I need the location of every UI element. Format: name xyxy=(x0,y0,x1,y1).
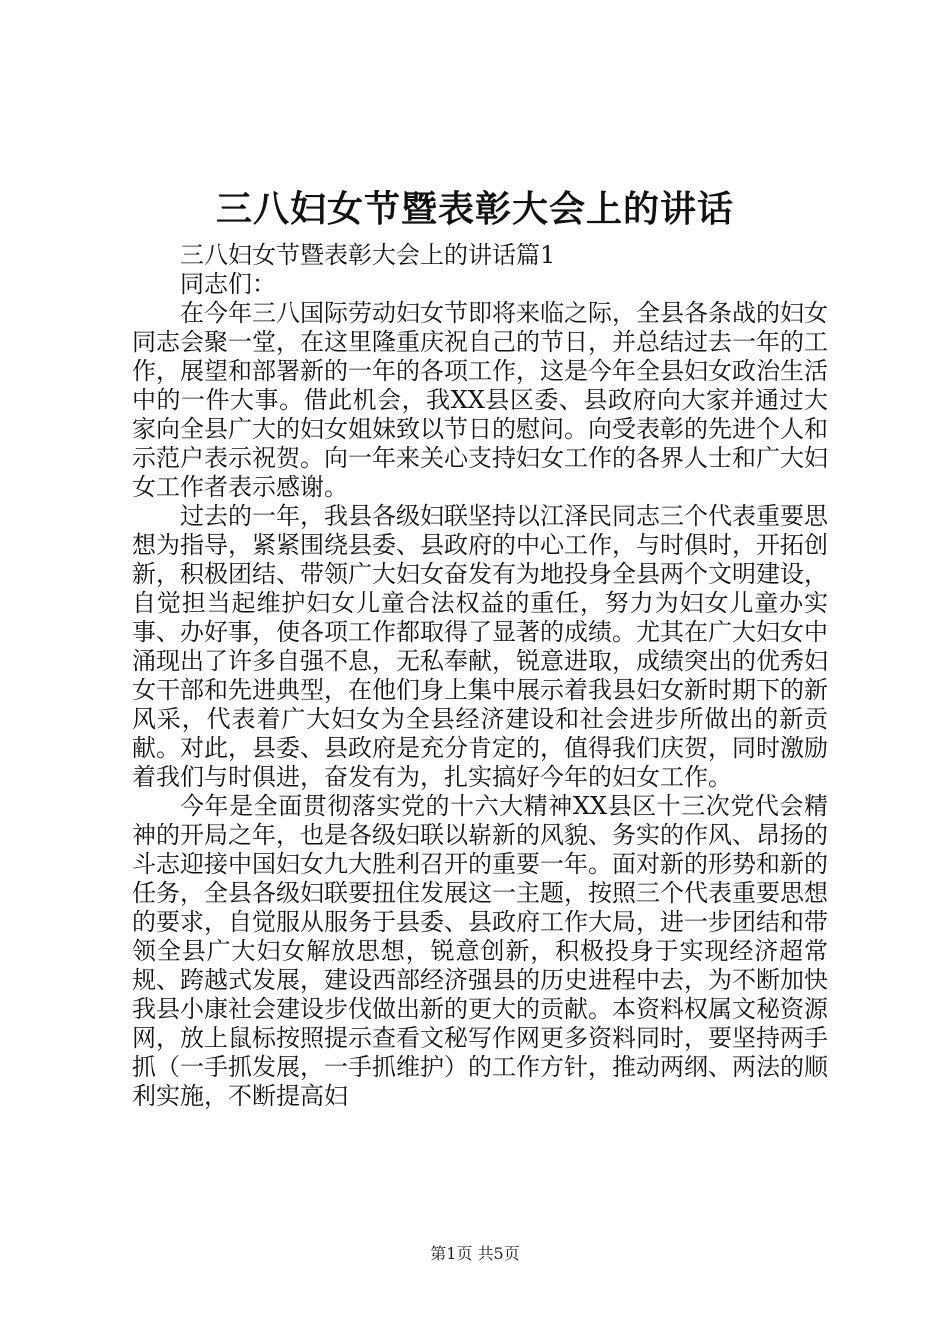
document-body xyxy=(132,241,828,1111)
page-title: 三八妇女节暨表彰大会上的讲话 xyxy=(215,188,734,230)
paragraph: 在今年三八国际劳动妇女节即将来临之际，全县各条战的妇女同志会聚一堂，在这里隆重庆祝自己的节日，并总结过去一年的工作，展望和部署新的一年的各项工作，这是今年全县妇女政治生活中的一件大事。借此机会，我XX县区委、县政府向大家并通过大家向全县广大的妇女姐妹致以节日的慰问。向受表彰的先进个人和示范户表示祝贺。向一年来关心支持妇女工作的各界人士和广大妇女工作者表示感谢。 xyxy=(132,299,828,501)
paragraph: 今年是全面贯彻落实党的十六大精神XX县区十三次党代会精神的开局之年，也是各级妇联以崭新的风貌、务实的作风、昂扬的斗志迎接中国妇女九大胜利召开的重要一年。面对新的形势和新的任务，全县各级妇联要扭住发展这一主题，按照三个代表重要思想的要求，自觉服从服务于县委、县政府工作大局，进一步团结和带领全县广大妇女解放思想，锐意创新，积极投身于实现经济超常规、跨越式发展，建设西部经济强县的历史进程中去，为不断加快我县小康社会建设步伐做出新的更大的贡献。本资料权属文秘资源网，放上鼠标按照提示查看文秘写作网更多资料同时，要坚持两手抓（一手抓发展，一手抓维护）的工作方针，推动两纲、两法的顺利实施，不断提高妇 xyxy=(132,792,828,1110)
subtitle: 三八妇女节暨表彰大会上的讲话篇1 xyxy=(180,241,556,269)
salutation: 同志们： xyxy=(180,270,276,298)
page-footer: 第1页 共5页 xyxy=(430,1244,520,1263)
paragraph: 过去的一年，我县各级妇联坚持以江泽民同志三个代表重要思想为指导，紧紧围绕县委、县政府的中心工作，与时俱时，开拓创新，积极团结、带领广大妇女奋发有为地投身全县两个文明建设，自觉担当起维护妇女儿童合法权益的重任，努力为妇女儿童办实事、办好事，使各项工作都取得了显著的成绩。尤其在广大妇女中涌现出了许多自强不息，无私奉献，锐意进取，成绩突出的优秀妇女干部和先进典型，在他们身上集中展示着我县妇女新时期下的新风采，代表着广大妇女为全县经济建设和社会进步所做出的新贡献。对此，县委、县政府是充分肯定的，值得我们庆贺，同时激励着我们与时俱进，奋发有为，扎实搞好今年的妇女工作。 xyxy=(132,502,828,791)
